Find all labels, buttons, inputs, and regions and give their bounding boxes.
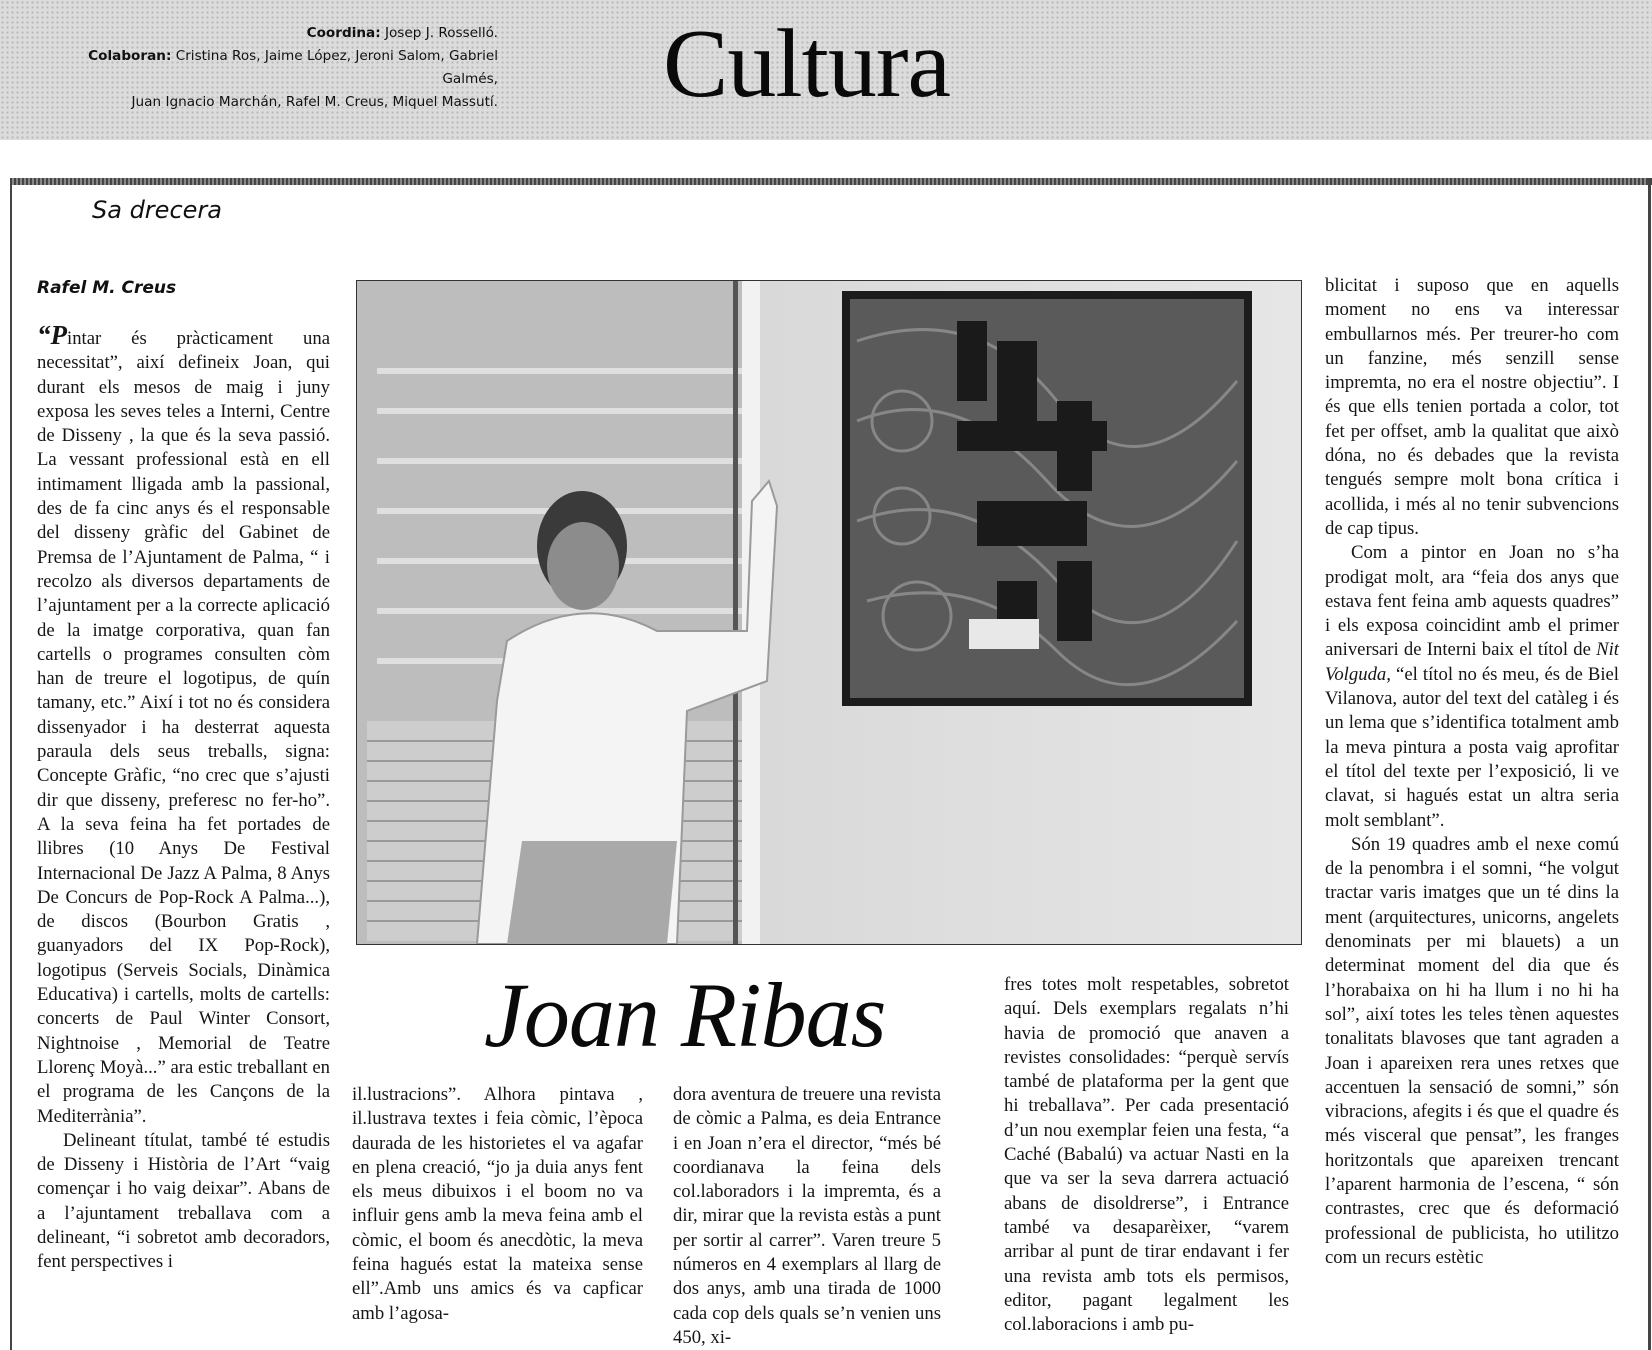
section-title: Cultura [663,10,950,118]
byline: Rafel M. Creus [37,278,177,298]
text-column-5 [1325,274,1619,1270]
text-column-2 [352,1083,643,1326]
paragraph: blicitat i suposo que en aquells moment no ens va interessar embullarnos més. Per treurer-ho com un fanzine, més senzill sense impremta, no era el nostre objectiu”. I és que ells tenien portada a color, tot fet per offset, amb la qualitat que això dóna, no és debades que la revista tengués sempre molt bona crítica i acollida, i més al no tenir subvencions de cap tipus. [1325,275,1619,539]
paragraph [37,320,330,1129]
paragraph: dora aventura de treuere una revista de còmic a Palma, es deia Entrance i en Joan n’era el director, “més bé coordianava la feina dels col.laboradors i la impremta, és a dir, mirar que la revista estàs a punt per sortir al carrer”. Varen treure 5 números en 4 exemplars al llarg de dos anys, amb una tirada de 1000 cada cop dels quals se’n venien uns 450, xi- [673,1084,941,1348]
coordina-label: Coordina: [306,25,381,41]
colaboran-line-3: Juan Ignacio Marchán, Rafel M. Creus, Miquel Massutí. [131,94,498,110]
text-column-1 [37,320,330,1275]
paragraph-text: “el títol no és meu, és de Biel Vilanova, autor del text del catàleg i és un lema que s’identifica totalment amb la meva pintura a posta vaig aprofitar el títol del texte per l’exposició, li ve clavat, si hagués estat un altra seria molt semblant”. [1325,663,1619,831]
frame-right-rule [1648,178,1651,1350]
coordina-name: Josep J. Rosselló. [384,25,498,41]
article-photo [356,280,1302,945]
section-header-band [0,0,1652,140]
paragraph: Són 19 quadres amb el nexe comú de la penombra i el somni, “he volgut tractar varis imatges que un té dins la ment (arquitectures, unicorns, angelets denominats per mi blauets) a un determinat moment del dia que és l’horabaixa on hi ha llum i no hi ha sol”, així totes les teles tènen aquestes tonalitats blavoses que tant agraden a Joan i apareixen rera unes retxes que accentuen la sensació de somni,” són vibracions, afegits i és que el quadre és més visceral que pensat”, les franges horitzontals que apareixen trencant l’aparent harmonia de l’escena, “ són contrastes, crec que és deformació professional de publicista, ho utilitzo com un recurs estètic [1325,833,1619,1268]
colaboran-line-2: Galmés, [442,71,498,87]
paragraph: il.lustracions”. Alhora pintava , il.lustrava textes i feia còmic, l’època daurada de les historietes el va agafar en plena creació, “jo ja duia anys fent els meus dibuixos i el boom no va influir gens amb la meva feina amb el còmic, el boom és anecdòtic, la meva feina hagués estat la mateixa sense ell”.Amb uns amics és va capficar amb l’agosa- [352,1084,643,1324]
paragraph-text: Com a pintor en Joan no s’ha prodigat molt, ara “feia dos anys que estava fent feina amb aquests quadres” i els exposa coincidint amb el primer aniversari de Interni baix el títol de [1325,542,1619,661]
paragraph: fres totes molt respetables, sobretot aquí. Dels exemplars regalats n’hi havia de promoció que anaven a revistes consolidades: “perquè servís també de plataforma per la gent que hi treballava”. Per cada presentació d’un nou exemplar feien una festa, “a Caché (Babalú) va actuar Nasti en la que va ser la seva darrera actuació abans de disoldrerse”, i Entrance també va desaparèixer, “varem arribar al punt de tirar endavant i fer una revista amb tots els permisos, editor, pagant legalment les col.laboracions i amb pu- [1004,974,1289,1336]
frame-left-rule [10,178,12,1350]
colaboran-line [40,45,498,68]
coordina-line [40,22,498,45]
credits-block [40,22,498,114]
exhibition-title: Nit Volguda, [1325,639,1619,685]
article-headline: Joan Ribas [484,964,886,1066]
paragraph-text: intar és pràcticament una necessitat”, així defineix Joan, qui durant els mesos de maig i juny exposa les seves teles a Interni, Centre de Disseny , la que és la seva passió. La vessant professional està en ell intimament lligada amb la passional, des de fa cinc anys és el responsable del disseny gràfic del Gabinet de Premsa de l’Ajuntament de Palma, “ i recolzo als diversos departaments de l’ajuntament per a la correcte aplicació de la imatge corporativa, quan fan cartells o programes consulten còm han de treure el logotipus, de quín tamany, etc.” Així i tot no és considera dissenyador i ha desterrat aquesta paraula dels seus treballs, signa: Concepte Gràfic, “no crec que s’ajusti dir que disseny, preferesc no fer-ho”. A la seva feina ha fet portades de llibres (10 Anys De Festival Internacional De Jazz A Palma, 8 Anys De Concurs de Pop-Rock A Palma...), de discos (Bourbon Gratis , guanyadors del IX Pop-Rock), logotipus (Serveis Socials, Dinàmica Educativa) i cartells, molts de cartells: concerts de Paul Winter Consort, Nightnoise , Memorial de Teatre Llorenç Moyà...” ara estic treballant en el programa de les Cançons de la Mediterrània”. [37,328,330,1127]
top-rule [10,178,1652,185]
dropcap: “P [37,320,67,350]
column-kicker: Sa drecera [92,196,222,224]
paragraph: Delineant títulat, també té estudis de Disseny i Història de l’Art “vaig començar i ho vaig deixar”. Abans de a l’ajuntament treballava com a delineant, “i sobretot amb decoradors, fent perspectives i [37,1129,330,1273]
text-column-3 [673,1083,941,1350]
text-column-4 [1004,973,1289,1337]
colaboran-names: Cristina Ros, Jaime López, Jeroni Salom, Gabriel [175,48,498,64]
paragraph [1325,541,1619,833]
colaboran-label: Colaboran: [88,48,172,64]
photo-illustration [357,281,1301,944]
